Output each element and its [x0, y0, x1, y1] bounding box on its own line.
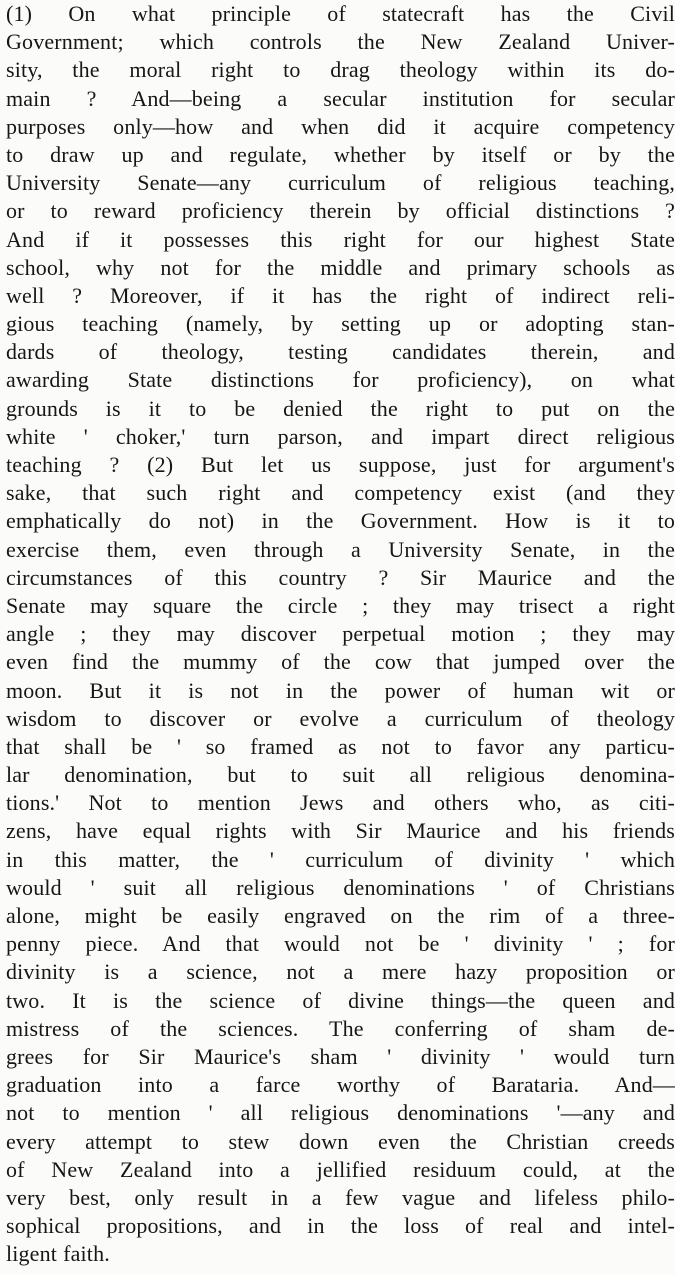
- article-line: sake, that such right and competency exist (and they: [6, 480, 675, 506]
- article-line: moon. But it is not in the power of human wit or: [6, 677, 675, 703]
- article-line: circumstances of this country ? Sir Maurice and the: [6, 564, 675, 590]
- article-line: (1) On what principle of statecraft has the Civil: [6, 1, 675, 26]
- article-line: tions.' Not to mention Jews and others who, as citi-: [6, 790, 675, 816]
- article-line: exercise them, even through a University Senate, in the: [6, 536, 675, 562]
- article-line: well ? Moreover, if it has the right of indirect reli-: [6, 282, 675, 308]
- article-line: wisdom to discover or evolve a curriculum of theology: [6, 705, 675, 731]
- article-line: emphatically do not) in the Government. How is it to: [6, 508, 675, 534]
- article-line: purposes only—how and when did it acquire competency: [6, 113, 675, 139]
- article-line: that shall be ' so framed as not to favor any particu-: [6, 733, 675, 759]
- article-line: would ' suit all religious denominations ' of Christians: [6, 874, 675, 900]
- article-line: zens, have equal rights with Sir Maurice and his friends: [6, 818, 675, 844]
- article-line: not to mention ' all religious denominations '—any and: [6, 1100, 675, 1126]
- article-line: sophical propositions, and in the loss of real and intel-: [6, 1213, 675, 1239]
- article-line: sity, the moral right to drag theology within its do-: [6, 57, 675, 83]
- article-line: grees for Sir Maurice's sham ' divinity ' would turn: [6, 1043, 675, 1069]
- article-line: penny piece. And that would not be ' divinity ' ; for: [6, 931, 675, 957]
- article-line: in this matter, the ' curriculum of divinity ' which: [6, 846, 675, 872]
- article-line: University Senate—any curriculum of religious teaching,: [6, 170, 675, 196]
- article-line: even find the mummy of the cow that jumped over the: [6, 649, 675, 675]
- article-line: dards of theology, testing candidates therein, and: [6, 339, 675, 365]
- article-line: every attempt to stew down even the Christian creeds: [6, 1128, 675, 1154]
- article-line: very best, only result in a few vague and lifeless philo-: [6, 1184, 675, 1210]
- article-line: graduation into a farce worthy of Barataria. And—: [6, 1072, 675, 1098]
- article-line: main ? And—being a secular institution for secular: [6, 85, 675, 111]
- article-line: And if it possesses this right for our highest State: [6, 226, 675, 252]
- article-line: teaching ? (2) But let us suppose, just for argument's: [6, 452, 675, 477]
- article-line: awarding State distinctions for proficiency), on what: [6, 367, 675, 393]
- article-line: angle ; they may discover perpetual motion ; they may: [6, 621, 675, 647]
- article-line: to draw up and regulate, whether by itself or by the: [6, 141, 675, 167]
- article-line: white ' choker,' turn parson, and impart direct religious: [6, 423, 675, 449]
- article-line: divinity is a science, not a mere hazy proposition or: [6, 959, 675, 985]
- article-line: or to reward proficiency therein by official distinctions ?: [6, 198, 675, 224]
- article-line: of New Zealand into a jellified residuum could, at the: [6, 1156, 675, 1182]
- article-line: lar denomination, but to suit all religious denomina-: [6, 762, 675, 788]
- article-line: school, why not for the middle and primary schools as: [6, 254, 675, 280]
- article-line: alone, might be easily engraved on the rim of a three-: [6, 903, 675, 928]
- article-line: Senate may square the circle ; they may trisect a right: [6, 592, 675, 618]
- article-line: gious teaching (namely, by setting up or adopting stan-: [6, 311, 675, 337]
- article-line: two. It is the science of divine things—the queen and: [6, 987, 675, 1013]
- article-line: ligent faith.: [6, 1241, 110, 1267]
- article-line: Government; which controls the New Zealand Univer-: [6, 29, 675, 55]
- article-line: mistress of the sciences. The conferring of sham de-: [6, 1015, 675, 1041]
- article-column: [6, 0, 675, 1268]
- article-line: grounds is it to be denied the right to put on the: [6, 395, 675, 421]
